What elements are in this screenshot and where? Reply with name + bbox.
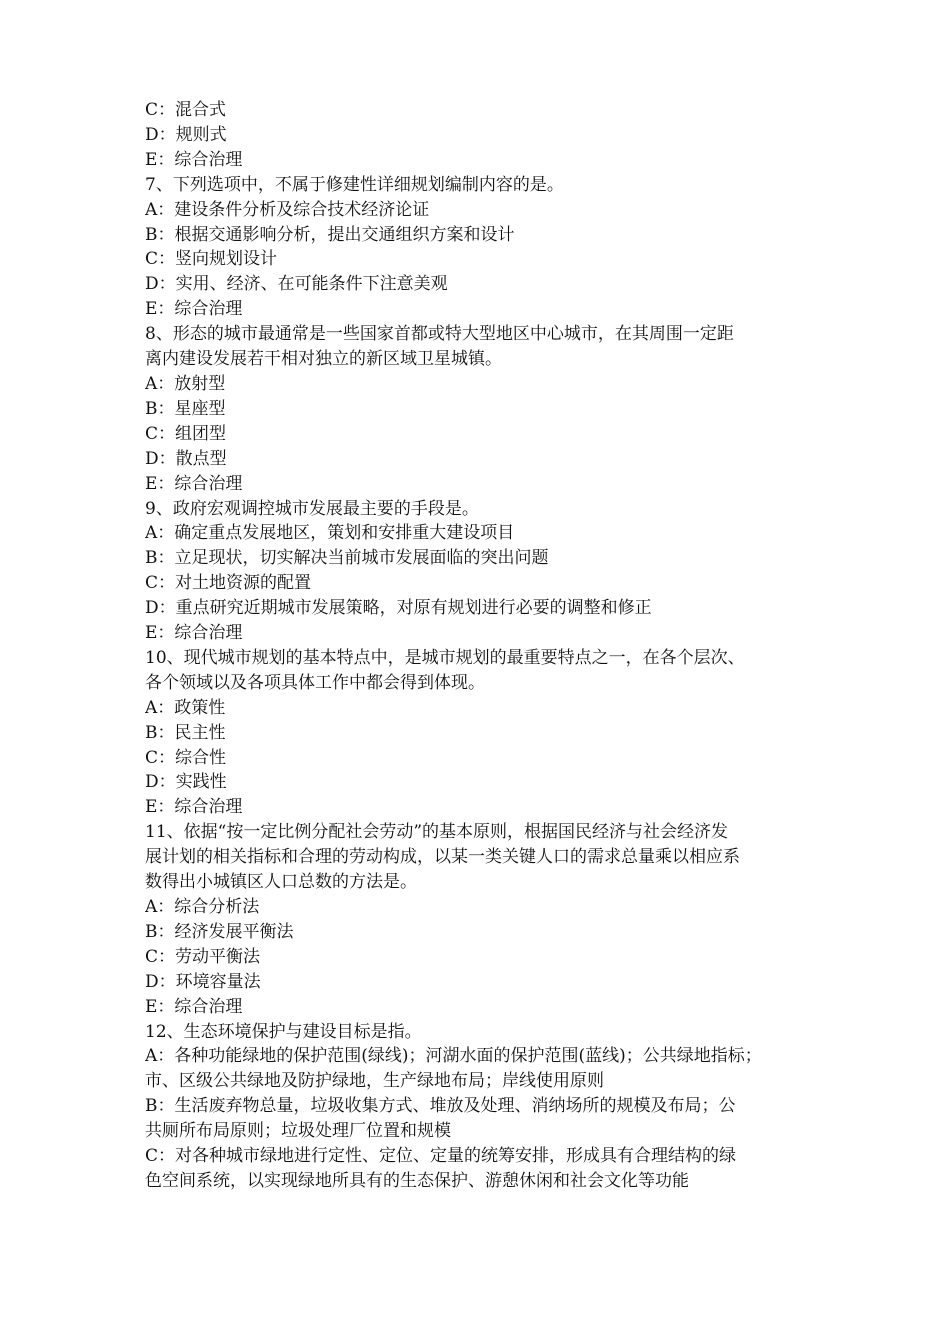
text-line: C：劳动平衡法 bbox=[145, 946, 261, 967]
text-line: C：混合式 bbox=[145, 100, 227, 120]
text-line: E：综合治理 bbox=[145, 299, 243, 320]
text-line: B：立足现状，切实解决当前城市发展面临的突出问题 bbox=[145, 548, 549, 569]
text-line: 展计划的相关指标和合理的劳动构成，以某一类关键人口的需求总量乘以相应系 bbox=[145, 847, 740, 868]
text-line: 市、区级公共绿地及防护绿地，生产绿地布局；岸线使用原则 bbox=[145, 1071, 604, 1092]
text-line: B：民主性 bbox=[145, 722, 226, 743]
text-line: C：对土地资源的配置 bbox=[145, 573, 312, 594]
text-line: E：综合治理 bbox=[145, 473, 243, 494]
text-line: E：综合治理 bbox=[145, 623, 243, 644]
text-line: A：综合分析法 bbox=[145, 897, 260, 917]
text-line: 色空间系统，以实现绿地所具有的生态保护、游憩休闲和社会文化等功能 bbox=[145, 1170, 689, 1191]
text-line: 共厕所布局原则；垃圾处理厂位置和规模 bbox=[145, 1121, 451, 1142]
text-line: B：根据交通影响分析，提出交通组织方案和设计 bbox=[145, 224, 515, 245]
text-line: E：综合治理 bbox=[145, 996, 243, 1017]
text-line: E：综合治理 bbox=[145, 797, 243, 818]
text-line: D：散点型 bbox=[145, 448, 227, 469]
text-line: A：建设条件分析及综合技术经济论证 bbox=[145, 199, 430, 220]
text-line: B：经济发展平衡法 bbox=[145, 921, 294, 942]
text-line: 11、依据“按一定比例分配社会劳动”的基本原则，根据国民经济与社会经济发 bbox=[145, 822, 729, 843]
text-line: 8、形态的城市最通常是一些国家首都或特大型地区中心城市，在其周围一定距 bbox=[145, 324, 734, 345]
text-line: D：实践性 bbox=[145, 772, 227, 793]
text-line: 离内建设发展若干相对独立的新区域卫星城镇。 bbox=[145, 349, 502, 370]
text-line: D：实用、经济、在可能条件下注意美观 bbox=[145, 274, 448, 295]
text-line: A：确定重点发展地区，策划和安排重大建设项目 bbox=[145, 523, 515, 544]
text-line: D：环境容量法 bbox=[145, 971, 261, 992]
text-line: C：综合性 bbox=[145, 747, 227, 768]
text-line: A：政策性 bbox=[145, 697, 226, 718]
text-line: 12、生态环境保护与建设目标是指。 bbox=[145, 1021, 422, 1042]
text-line: D：规则式 bbox=[145, 124, 227, 145]
document-body bbox=[145, 98, 815, 1194]
text-line: A：各种功能绿地的保护范围(绿线)；河湖水面的保护范围(蓝线)；公共绿地指标； bbox=[145, 1046, 762, 1067]
text-line: D：重点研究近期城市发展策略，对原有规划进行必要的调整和修正 bbox=[145, 598, 652, 619]
text-line: E：综合治理 bbox=[145, 149, 243, 170]
text-line: A：放射型 bbox=[145, 373, 226, 394]
text-line: 7、下列选项中，不属于修建性详细规划编制内容的是。 bbox=[145, 174, 564, 195]
text-line: C：竖向规划设计 bbox=[145, 249, 278, 270]
text-line: C：组团型 bbox=[145, 423, 227, 444]
text-line: 数得出小城镇区人口总数的方法是。 bbox=[145, 872, 417, 893]
text-line: B：生活废弃物总量，垃圾收集方式、堆放及处理、消纳场所的规模及布局；公 bbox=[145, 1096, 736, 1117]
text-line: B：星座型 bbox=[145, 398, 226, 419]
text-line: 各个领域以及各项具体工作中都会得到体现。 bbox=[145, 672, 485, 693]
text-line: 10、现代城市规划的基本特点中，是城市规划的最重要特点之一，在各个层次、 bbox=[145, 647, 745, 668]
text-line: 9、政府宏观调控城市发展最主要的手段是。 bbox=[145, 498, 479, 519]
text-line: C：对各种城市绿地进行定性、定位、定量的统筹安排，形成具有合理结构的绿 bbox=[145, 1146, 737, 1167]
